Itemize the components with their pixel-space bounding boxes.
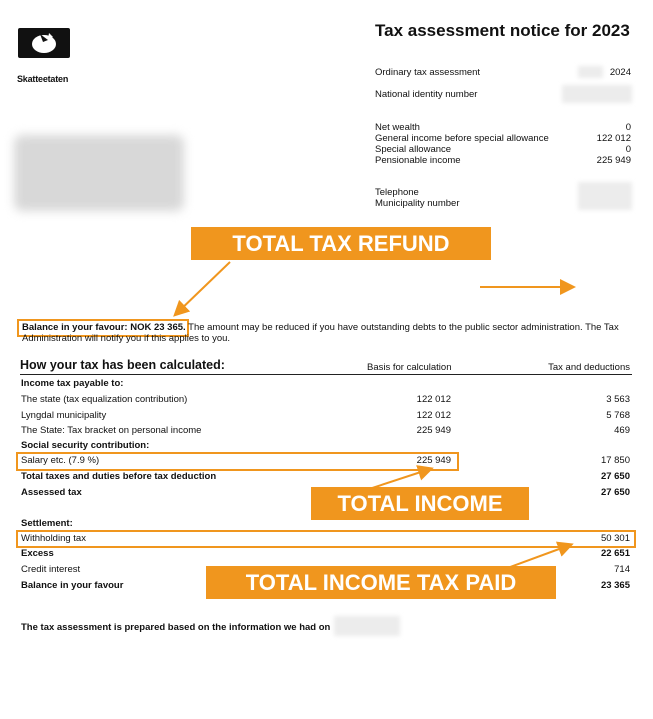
withholding-value: 50 301 (600, 533, 630, 544)
summary-value-3: 225 949 (596, 155, 631, 166)
ss-heading: Social security contribution: (21, 440, 150, 451)
highlight-withholding-box (16, 530, 636, 548)
bracket-tax: 469 (614, 425, 630, 436)
nin-label: National identity number (375, 89, 478, 100)
withholding-label: Withholding tax (21, 533, 86, 544)
footer-text: The tax assessment is prepared based on the information we had on (21, 622, 331, 633)
col-tax-header: Tax and deductions (548, 362, 630, 373)
state-tax: 3 563 (606, 394, 630, 405)
calc-title: How your tax has been calculated: (20, 358, 225, 372)
salary-tax: 17 850 (600, 455, 630, 466)
header-rule (20, 374, 632, 375)
assessed-label: Assessed tax (21, 487, 82, 498)
arrow-refund (176, 262, 230, 314)
lyngdal-tax: 5 768 (606, 410, 630, 421)
ordinary-value: 2024 (609, 67, 631, 78)
summary-value-0: 0 (625, 122, 631, 133)
excess-label: Excess (21, 548, 54, 559)
balance-paragraph (22, 322, 632, 344)
credit-label: Credit interest (21, 564, 81, 575)
state-label: The state (tax equalization contribution) (21, 394, 188, 405)
ordinary-label: Ordinary tax assessment (375, 67, 481, 78)
assessed-tax: 27 650 (600, 487, 630, 498)
callout-total-income: TOTAL INCOME (311, 487, 529, 520)
callout-total-tax-refund: TOTAL TAX REFUND (191, 227, 491, 260)
balance-highlight: Balance in your favour: NOK 23 365. (22, 322, 186, 333)
excess-value: 22 651 (600, 548, 630, 559)
lyngdal-label: Lyngdal municipality (21, 410, 107, 421)
salary-basis: 225 949 (416, 455, 451, 466)
credit-value: 714 (614, 564, 630, 575)
balance-label: Balance in your favour (21, 580, 124, 591)
summary-label-1: General income before special allowance (375, 133, 549, 144)
total-label: Total taxes and duties before tax deduction (21, 471, 217, 482)
redacted-date (334, 616, 400, 636)
col-basis-header: Basis for calculation (367, 362, 452, 373)
bracket-basis: 225 949 (416, 425, 451, 436)
telephone-label: Telephone (375, 187, 419, 198)
summary-value-1: 122 012 (596, 133, 631, 144)
salary-label: Salary etc. (7.9 %) (21, 455, 100, 466)
bracket-label: The State: Tax bracket on personal income (21, 425, 202, 436)
balance-text: The amount may be reduced if you have outstanding debts to the public sector administration. The Tax Administration will notify you if this applies to you. (22, 322, 619, 344)
summary-label-0: Net wealth (375, 122, 420, 133)
lyngdal-basis: 122 012 (416, 410, 451, 421)
state-basis: 122 012 (416, 394, 451, 405)
total-tax: 27 650 (600, 471, 630, 482)
page-title: Tax assessment notice for 2023 (375, 21, 630, 40)
callout-total-income-tax-paid: TOTAL INCOME TAX PAID (206, 566, 556, 599)
balance-value: 23 365 (600, 580, 630, 591)
settlement-heading: Settlement: (21, 518, 73, 529)
summary-value-2: 0 (625, 144, 631, 155)
logo-text: Skatteetaten (17, 74, 69, 84)
income-tax-heading: Income tax payable to: (21, 378, 124, 389)
summary-label-2: Special allowance (375, 144, 452, 155)
municipality-label: Municipality number (375, 198, 460, 209)
summary-label-3: Pensionable income (375, 155, 461, 166)
